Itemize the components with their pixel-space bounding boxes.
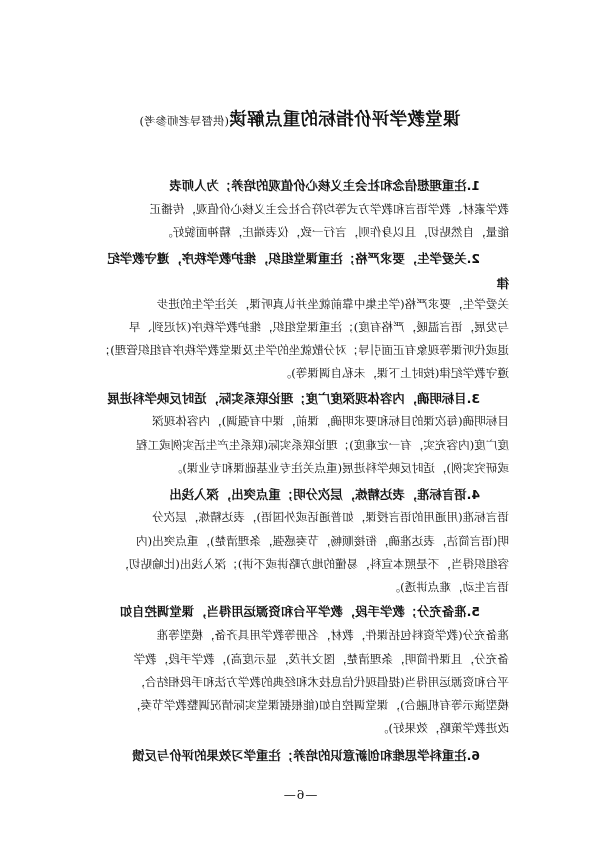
title-main: 课堂教学评价指标的重点解读: [229, 110, 461, 130]
section-5-line: 准备充分(教学资料包括课件，教材，名册等教学用具齐备，模型等准: [156, 628, 509, 642]
section-6-heading: 6.注重科学思维和创新意识的培养；注重学习效果的评价与反馈: [132, 748, 480, 763]
section-4-line: 明(语言简洁，表达准确，衔接顺畅，节奏感强，条理清楚)，重点突出(内: [136, 534, 509, 548]
section-2-line: 遵守教学纪律(按时上下课，未私自调课等)。: [279, 366, 509, 380]
section-5-line: 模型演示等有机融合)，课堂调控自如(能根据课堂实际情况调整教学节奏，: [128, 698, 509, 712]
section-3-line: 度广度(内容充实，有一定难度)；理论联系实际(联系生产生活实例或工程: [136, 438, 509, 452]
section-4-line: 语言生动，难点讲透)。: [388, 580, 509, 594]
section-1-line: 能量，自然贴切，且以身作则，言行一致，仪表端庄，精神面貌好。: [161, 225, 509, 239]
section-2-heading-wrap: 律: [496, 276, 509, 291]
section-2-heading: 2.关爱学生，要求严格；注重课堂组织，维护教学秩序，遵守教学纪: [107, 251, 480, 266]
document-title: [0, 106, 600, 131]
section-4-heading: 4.语言标准，表达精炼，层次分明；重点突出，深入浅出: [169, 487, 480, 502]
section-2-line: 与发展，语言温暖，严格有度)；注重课堂组织，维护教学秩序(对迟到、早: [128, 320, 509, 334]
section-1-line: 教学素材、教学语言和教学方式等均符合社会主义核心价值观，传播正: [149, 202, 509, 216]
section-4-line: 语言标准(用通用的语言授课，如普通话或外国语)，表达精炼，层次分: [152, 510, 509, 524]
section-5-line: 改进教学策略，效果好)。: [376, 721, 509, 735]
section-2-line: 关爱学生，要求严格(学生集中靠前就坐并认真听课，关注学生的进步: [156, 297, 509, 311]
section-5-line: 平台和资源运用得当(提倡现代信息技术和经典的教学方法和手段相结合，: [133, 675, 509, 689]
section-5-heading: 5.准备充分；教学手段，教学平台和资源运用得当，课堂调控自如: [119, 604, 480, 619]
section-3-line: 目标明确(每次课的目标和要求明确，课前，课中有强调)，内容体现深: [152, 414, 509, 428]
page-number: —6—: [282, 788, 318, 802]
section-4-line: 容组织得当，不是照本宣科，易懂的地方略讲或不讲)；深入浅出(比喻贴切，: [117, 557, 509, 571]
section-2-line: 退或代听课等现象有正面引导；对分散就坐的学生及课堂教学秩序有组织管理)；: [98, 343, 509, 357]
title-subtitle: (供督导老师参考): [139, 114, 230, 128]
section-1-heading: 1.注重理想信念和社会主义核心价值观的培养；为人师表: [169, 178, 480, 193]
section-3-line: 或研究实例)，适时反映学科进展(重点关注专业基础课和专业课)。: [170, 461, 509, 475]
section-3-heading: 3.目标明确，内容体现深度广度；理论联系实际，适时反映学科进展: [107, 391, 480, 406]
section-5-line: 备充分，且课件简明，条理清楚，图文并茂，显示度高)，教学手段，教学: [133, 652, 509, 666]
